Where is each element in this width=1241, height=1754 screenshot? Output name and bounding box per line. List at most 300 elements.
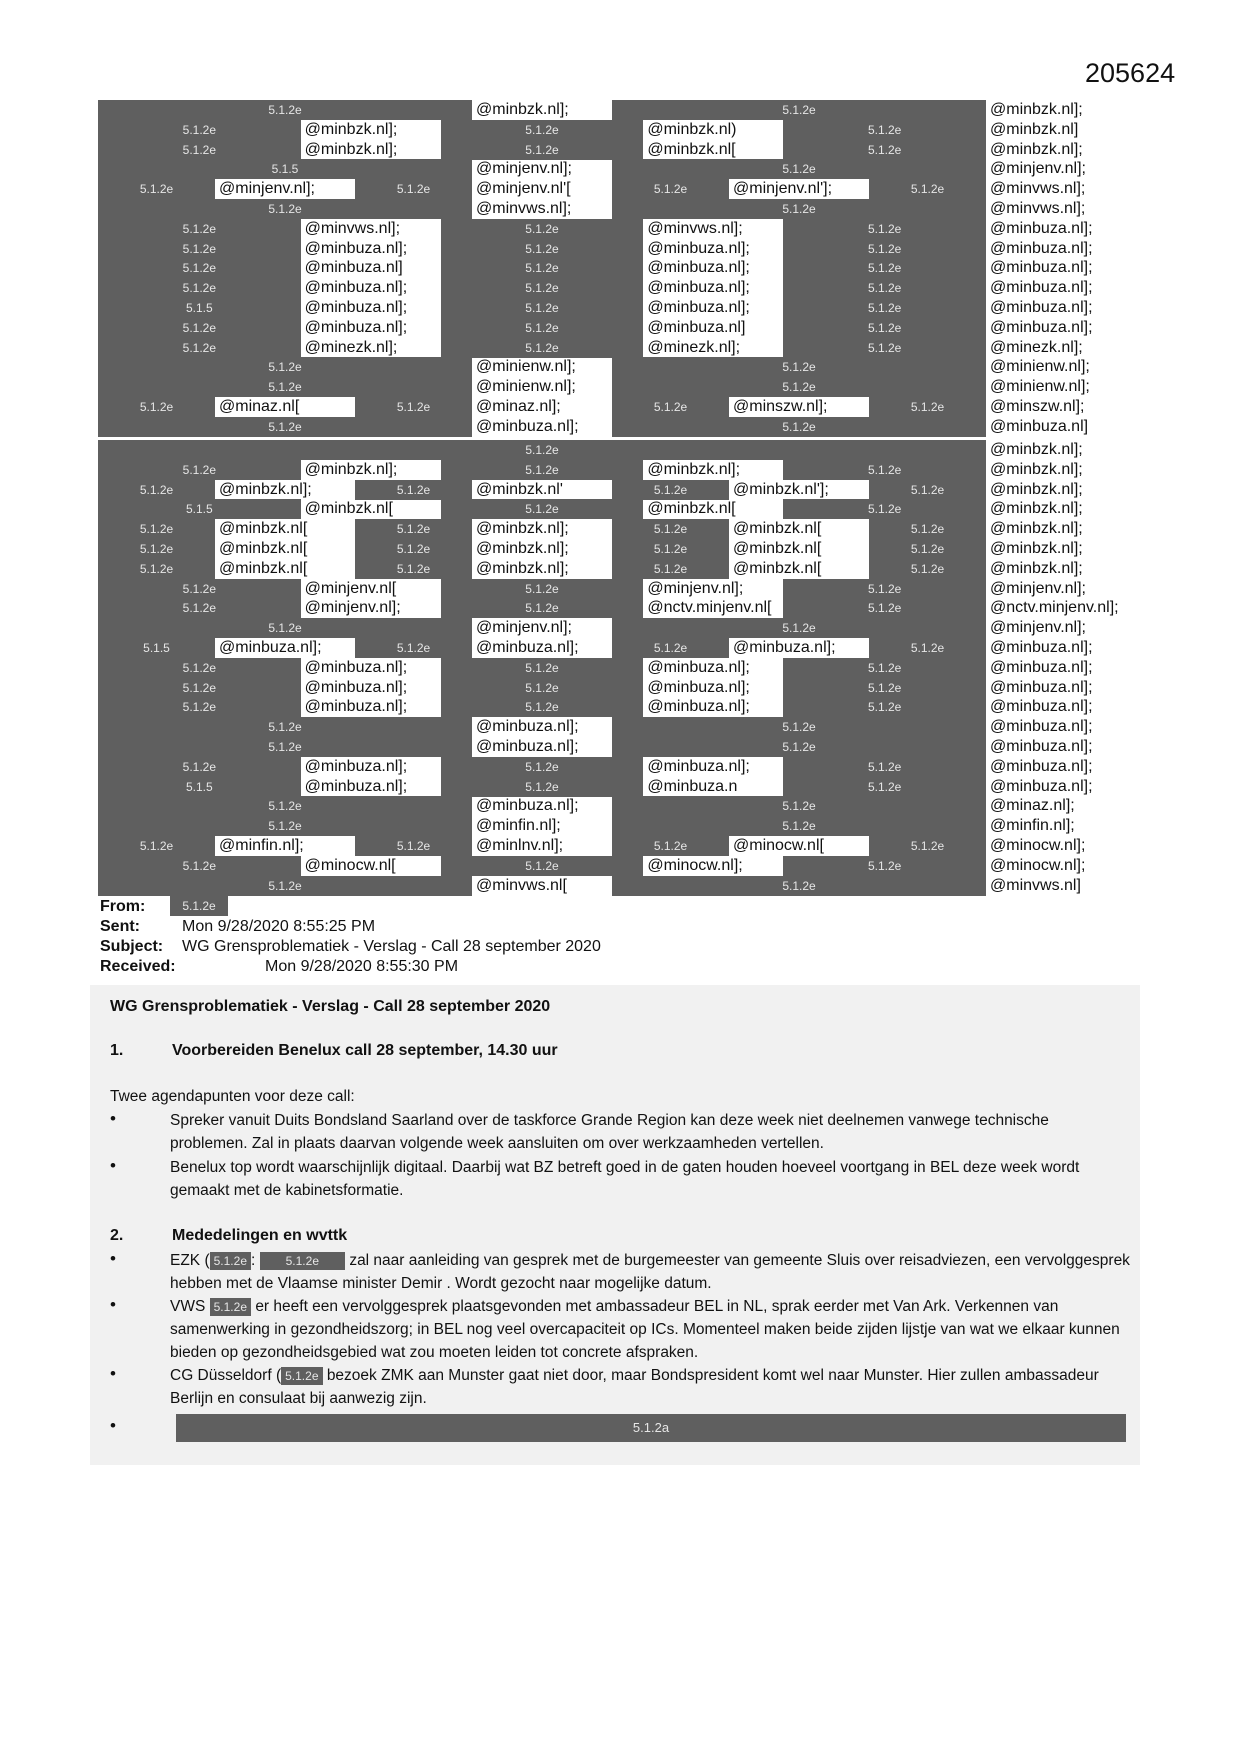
redaction: 5.1.2e: [612, 796, 986, 816]
redaction: 5.1.5: [98, 298, 301, 318]
email-address: @minaz.nl];: [476, 398, 561, 415]
email-address: @minbuza.nl];: [990, 678, 1093, 696]
subject-value: WG Grensproblematiek - Verslag - Call 28 september 2020: [182, 938, 601, 955]
email-address: @minbuza.nl];: [990, 757, 1093, 775]
address-row: [98, 219, 1126, 239]
address-row: [98, 638, 1126, 658]
email-address: @minbuza.nl];: [990, 318, 1093, 336]
address-row: [98, 278, 1126, 298]
address-row: [98, 717, 1126, 737]
address-row: [98, 258, 1126, 278]
address-row: [98, 678, 1126, 698]
email-address: @minbzk.nl): [647, 120, 737, 138]
redaction: 5.1.2e: [783, 678, 986, 698]
redaction: 5.1.2e: [869, 480, 986, 500]
redaction: 5.1.5: [98, 159, 472, 179]
redaction: 5.1.2e: [612, 618, 986, 638]
redaction: 5.1.2e: [783, 140, 986, 160]
bullet-dot: •: [110, 1416, 116, 1435]
address-row: [98, 318, 1126, 338]
email-address: @minbuza.nl];: [990, 219, 1093, 237]
redaction: 5.1.2e: [612, 836, 729, 856]
email-address: @minbzk.nl[: [219, 559, 308, 577]
email-address: @minbuza.nl];: [990, 658, 1093, 676]
redaction: 5.1.2e: [612, 377, 986, 397]
redaction: 5.1.2e: [869, 397, 986, 417]
redaction: 5.1.2e: [441, 460, 644, 480]
address-row: [98, 836, 1126, 856]
address-row: [98, 598, 1126, 618]
email-address: @minbuza.nl];: [304, 318, 408, 336]
address-row: [98, 199, 1126, 219]
redaction: 5.1.2e: [612, 876, 986, 896]
bullet-1-2: Benelux top wordt waarschijnlijk digitaal. Daarbij wat BZ betreft goed in de gaten houden hoeveel voortgang in BEL deze week wordt gemaakt met de kabinetsformatie.: [170, 1159, 1080, 1199]
bullet-dot: •: [110, 1109, 116, 1128]
redaction: 5.1.2e: [783, 460, 986, 480]
received-value: Mon 9/28/2020 8:55:30 PM: [265, 958, 459, 975]
redaction: 5.1.2e: [355, 559, 472, 579]
email-address: @minbzk.nl[: [647, 140, 736, 158]
section-2-number: 2.: [110, 1227, 124, 1244]
email-address: @minbzk.nl];: [304, 140, 398, 158]
redaction: 5.1.2e: [98, 338, 301, 358]
redaction: 5.1.2e: [98, 239, 301, 259]
email-address: @minbzk.nl];: [476, 559, 569, 577]
email-address: @minocw.nl];: [990, 856, 1086, 874]
redaction: 5.1.5: [98, 777, 301, 797]
redaction: 5.1.2e: [98, 816, 472, 836]
email-address: @minjenv.nl[: [304, 579, 397, 597]
redaction: 5.1.2e: [869, 539, 986, 559]
redaction: 5.1.2e: [441, 338, 644, 358]
email-address: @minbzk.nl[: [219, 520, 308, 538]
redaction: 5.1.2e: [260, 1252, 345, 1270]
email-address: @minbzk.nl[: [219, 540, 308, 557]
redaction: 5.1.2e: [783, 318, 986, 338]
address-row: [98, 480, 1126, 500]
email-address: @minbuza.nl];: [304, 698, 408, 716]
email-address: @minbzk.nl];: [304, 120, 398, 138]
email-address: @minvws.nl];: [304, 219, 401, 237]
email-address: @minjenv.nl];: [476, 619, 572, 637]
bullet-1-1: Spreker vanuit Duits Bondsland Saarland over de taskforce Grande Region kan deze week niet deelnemen vanwege technische problemen. Zal in plaats daarvan volgende week aansluiten om over werkzaamheden vertellen.: [170, 1112, 1049, 1152]
redaction: 5.1.2e: [869, 519, 986, 539]
email-address: @minbzk.nl];: [476, 520, 569, 538]
email-address: @minbzk.nl];: [476, 101, 569, 118]
redaction: 5.1.2e: [98, 219, 301, 239]
redaction: 5.1.2e: [98, 357, 472, 377]
address-row: [98, 658, 1126, 678]
redaction: 5.1.2e: [441, 658, 644, 678]
redaction: 5.1.2e: [612, 397, 729, 417]
ezk-prefix: EZK (: [170, 1252, 210, 1269]
redaction: 5.1.2e: [355, 519, 472, 539]
received-label: Received:: [100, 958, 176, 975]
redaction: 5.1.2e: [98, 440, 986, 460]
email-address: @minbuza.nl];: [647, 259, 750, 277]
address-row: [98, 440, 1126, 460]
from-label: From:: [100, 898, 146, 915]
redaction: 5.1.2e: [783, 598, 986, 618]
email-address: @minbuza.nl];: [647, 678, 750, 696]
ezk-text: zal naar aanleiding van gesprek met de burgemeester van gemeente Sluis over reisadviezen, een vervolggesprek hebben met de Vlaamse minister Demir . Wordt gezocht naar mogelijke datum.: [170, 1252, 1130, 1292]
redaction: 5.1.2e: [98, 318, 301, 338]
email-address: @minezk.nl];: [647, 338, 741, 356]
document-number: 205624: [1085, 58, 1176, 88]
bullet-dot: •: [110, 1295, 116, 1314]
redaction: 5.1.2e: [783, 278, 986, 298]
redaction: 5.1.2e: [612, 357, 986, 377]
redaction: 5.1.2e: [783, 757, 986, 777]
address-row: [98, 417, 1126, 437]
address-row: [98, 100, 1126, 120]
redaction: 5.1.2e: [98, 199, 472, 219]
redaction: 5.1.2e: [98, 258, 301, 278]
address-row: [98, 140, 1126, 160]
redaction: 5.1.2e: [441, 777, 644, 797]
email-address: @minjenv.nl];: [476, 160, 572, 178]
email-address: @minocw.nl[: [304, 856, 396, 874]
redaction: 5.1.2e: [98, 519, 215, 539]
vws-text: er heeft een vervolggesprek plaatsgevonden met ambassadeur BEL in NL, sprak eerder met Van Ark. Verkennen van samenwerking in gezondheidszorg; in BEL nog veel overcapaciteit op ICs. Momenteel maken beide zijden lijstje van wat we elkaar kunnen bieden op gezondheidsgebied wat zou moeten leiden tot concrete afspraken.: [170, 1298, 1120, 1361]
email-address: @minbzk.nl[: [647, 500, 736, 518]
redaction: 5.1.2e: [98, 678, 301, 698]
redaction: 5.1.2e: [98, 579, 301, 599]
redaction: 5.1.2e: [612, 737, 986, 757]
email-address: @minjenv.nl];: [990, 160, 1086, 178]
intro-text: Twee agendapunten voor deze call:: [110, 1088, 355, 1105]
redaction: 5.1.2e: [612, 480, 729, 500]
redaction: 5.1.2e: [98, 278, 301, 298]
email-address: @minaz.nl[: [219, 398, 300, 415]
email-address: @minbuza.nl];: [304, 678, 408, 696]
redaction: 5.1.2e: [441, 678, 644, 698]
address-row: [98, 816, 1126, 836]
email-address: @minbzk.nl[: [733, 559, 822, 577]
redaction: 5.1.2e: [98, 417, 472, 437]
redaction: 5.1.2e: [612, 159, 986, 179]
email-address: @minbzk.nl];: [990, 540, 1083, 557]
email-address: @minbzk.nl': [476, 480, 563, 498]
email-address: @minbzk.nl];: [219, 480, 312, 498]
email-address: @minbzk.nl];: [990, 441, 1083, 458]
redaction: 5.1.2e: [98, 140, 301, 160]
redaction: 5.1.2e: [98, 460, 301, 480]
email-address: @minbuza.nl];: [990, 299, 1093, 316]
section-1-title: Voorbereiden Benelux call 28 september, 14.30 uur: [172, 1042, 558, 1059]
email-address: @minbuza.nl];: [647, 299, 750, 316]
email-address: @minszw.nl];: [733, 398, 828, 415]
email-address: @minbzk.nl];: [990, 559, 1083, 577]
redaction: 5.1.2e: [441, 757, 644, 777]
email-address: @minbuza.nl];: [647, 658, 750, 676]
email-address: @minbuza.nl];: [647, 698, 750, 716]
redaction: 5.1.2e: [783, 239, 986, 259]
cg-text: bezoek ZMK aan Munster gaat niet door, maar Bondspresident komt wel naar Munster. Hier zullen ambassadeur Berlijn en consulaat bij aanwezig zijn.: [170, 1367, 1099, 1407]
redaction: 5.1.2e: [355, 638, 472, 658]
redaction: 5.1.2e: [98, 480, 215, 500]
redaction: 5.1.2e: [98, 559, 215, 579]
redaction: 5.1.2e: [210, 1298, 251, 1316]
redaction: 5.1.2e: [98, 836, 215, 856]
address-row: [98, 519, 1126, 539]
redaction: 5.1.2e: [441, 239, 644, 259]
redaction: 5.1.5: [98, 499, 301, 519]
redaction: 5.1.2e: [612, 717, 986, 737]
email-address: @minezk.nl];: [990, 338, 1083, 356]
redaction: 5.1.2e: [98, 120, 301, 140]
vws-prefix: VWS: [170, 1298, 206, 1315]
email-address: @minbzk.nl];: [990, 140, 1083, 158]
email-address: @minbuza.nl];: [647, 239, 750, 257]
redaction: 5.1.2e: [98, 717, 472, 737]
redaction: 5.1.2e: [612, 539, 729, 559]
email-address: @minbuza.nl];: [476, 738, 579, 755]
redaction: 5.1.2e: [612, 519, 729, 539]
email-address: @minvws.nl[: [476, 876, 567, 894]
redaction: 5.1.2e: [441, 856, 644, 876]
address-row: [98, 579, 1126, 599]
email-address: @minbuza.nl];: [304, 757, 408, 775]
redaction: 5.1.2e: [612, 816, 986, 836]
redaction: 5.1.2e: [783, 219, 986, 239]
redaction: 5.1.2e: [783, 777, 986, 797]
email-address: @minjenv.nl];: [304, 599, 401, 617]
redaction: 5.1.2e: [441, 579, 644, 599]
email-address: @minbuza.nl];: [476, 718, 579, 736]
redaction: 5.1.2e: [210, 1252, 251, 1270]
redaction: 5.1.2e: [98, 876, 472, 896]
address-row: [98, 397, 1126, 417]
email-address: @minbuza.nl];: [990, 698, 1093, 716]
email-address: @minbuza.nl];: [219, 639, 322, 656]
redaction: 5.1.2e: [783, 298, 986, 318]
email-address: @minbuza.nl];: [990, 279, 1093, 297]
address-row: [98, 377, 1126, 397]
redaction: 5.1.2e: [612, 559, 729, 579]
email-address: @minbuza.nl]: [647, 318, 746, 336]
redaction: 5.1.2e: [783, 499, 986, 519]
email-address: @minbuza.n: [647, 777, 738, 795]
email-address: @minienw.nl];: [476, 378, 576, 396]
email-address: @minbzk.nl];: [476, 540, 569, 557]
email-address: @minbuza.nl];: [990, 259, 1093, 277]
address-row: [98, 179, 1126, 199]
bullet-2-3: [170, 1364, 1130, 1410]
email-address: @minfin.nl];: [219, 837, 304, 854]
address-row: [98, 159, 1126, 179]
redaction: 5.1.2e: [783, 856, 986, 876]
bullet-dot: •: [110, 1156, 116, 1175]
email-address: @minbuza.nl];: [990, 777, 1093, 795]
address-row: [98, 239, 1126, 259]
address-row: [98, 757, 1126, 777]
address-row: [98, 460, 1126, 480]
address-row: [98, 796, 1126, 816]
sent-label: Sent:: [100, 918, 140, 935]
redaction: 5.1.2e: [783, 258, 986, 278]
email-address: @minbuza.nl];: [304, 239, 408, 257]
redaction: 5.1.2e: [869, 559, 986, 579]
email-address: @minvws.nl]: [990, 876, 1081, 894]
address-row: [98, 737, 1126, 757]
email-address: @minbzk.nl[: [733, 520, 822, 538]
address-row: [98, 499, 1126, 519]
address-row: [98, 856, 1126, 876]
address-row: [98, 357, 1126, 377]
email-address: @minbuza.nl];: [304, 658, 408, 676]
email-address: @minbuza.nl];: [990, 639, 1093, 656]
address-row: [98, 697, 1126, 717]
redaction: 5.1.2e: [869, 179, 986, 199]
email-address: @minjenv.nl];: [647, 579, 744, 597]
email-address: @minienw.nl];: [476, 358, 576, 376]
subject-label: Subject:: [100, 938, 164, 955]
redaction: 5.1.2e: [783, 338, 986, 358]
email-address: @minbuza.nl];: [476, 797, 579, 815]
email-address: @minbuza.nl];: [990, 239, 1093, 257]
section-1-number: 1.: [110, 1042, 124, 1059]
redaction: 5.1.2e: [612, 417, 986, 437]
email-address: @minezk.nl];: [304, 338, 398, 356]
email-address: @minjenv.nl'[: [476, 180, 571, 198]
email-address: @minbzk.nl];: [990, 480, 1083, 498]
email-address: @minbuza.nl];: [304, 279, 408, 297]
redaction: 5.1.2e: [869, 638, 986, 658]
redaction: 5.1.2e: [355, 179, 472, 199]
redaction: 5.1.2e: [612, 100, 986, 120]
redaction: 5.1.2e: [783, 120, 986, 140]
email-address: @minbzk.nl]: [990, 120, 1079, 138]
redaction: 5.1.2e: [783, 697, 986, 717]
email-address: @minocw.nl[: [733, 837, 824, 854]
redaction: 5.1.2e: [98, 179, 215, 199]
bullet-dot: •: [110, 1249, 116, 1268]
redaction: 5.1.2e: [98, 618, 472, 638]
redaction: 5.1.2e: [98, 100, 472, 120]
email-address: @minbuza.nl];: [304, 299, 408, 316]
redaction: 5.1.2e: [612, 179, 729, 199]
redaction: 5.1.2e: [98, 856, 301, 876]
email-address: @minvws.nl];: [990, 200, 1086, 217]
redaction: 5.1.2e: [441, 120, 644, 140]
email-address: @minbuza.nl]: [990, 417, 1089, 435]
email-address: @minbzk.nl[: [733, 540, 822, 557]
redaction: 5.1.2e: [98, 796, 472, 816]
redaction: 5.1.2e: [869, 836, 986, 856]
email-address: @minbuza.nl];: [647, 279, 750, 297]
redaction: 5.1.2e: [441, 219, 644, 239]
address-row: [98, 876, 1126, 896]
email-address: @minocw.nl];: [647, 856, 743, 874]
redaction: 5.1.2e: [783, 658, 986, 678]
email-address: @minaz.nl];: [990, 797, 1075, 815]
email-address: @minbzk.nl[: [304, 500, 393, 518]
redaction: 5.1.2e: [441, 697, 644, 717]
email-address: @minjenv.nl];: [990, 619, 1086, 637]
section-2-title: Mededelingen en wvttk: [172, 1227, 348, 1244]
address-row: [98, 618, 1126, 638]
email-address: @nctv.minjenv.nl[: [647, 599, 772, 617]
sent-value: Mon 9/28/2020 8:55:25 PM: [182, 918, 376, 935]
email-address: @minbuza.nl];: [304, 777, 408, 795]
email-address: @minvws.nl];: [990, 180, 1086, 198]
redaction: 5.1.2e: [355, 539, 472, 559]
email-address: @minbzk.nl];: [304, 460, 398, 478]
email-address: @minbuza.nl];: [476, 639, 579, 656]
email-address: @minfin.nl];: [990, 817, 1075, 835]
email-address: @minbzk.nl];: [990, 520, 1083, 538]
redaction-wide: 5.1.2a: [176, 1414, 1126, 1442]
email-address: @minbuza.nl];: [990, 738, 1093, 755]
redaction: 5.1.2e: [441, 140, 644, 160]
address-row: [98, 120, 1126, 140]
redaction: 5.1.2e: [98, 397, 215, 417]
redaction: 5.1.2e: [98, 737, 472, 757]
email-address: @minfin.nl];: [476, 817, 561, 835]
bullet-2-1: [170, 1249, 1130, 1295]
email-address: @minbzk.nl];: [990, 500, 1083, 518]
email-address: @minbuza.nl];: [647, 757, 750, 775]
redaction: 5.1.2e: [441, 499, 644, 519]
body-title: WG Grensproblematiek - Verslag - Call 28 september 2020: [110, 998, 551, 1015]
redaction: 5.1.2e: [441, 298, 644, 318]
bullet-dot: •: [110, 1364, 116, 1383]
redaction: 5.1.2e: [355, 836, 472, 856]
address-row: [98, 338, 1126, 358]
redaction: 5.1.2e: [281, 1367, 322, 1385]
redaction: 5.1.2e: [441, 318, 644, 338]
redaction: 5.1.2e: [783, 579, 986, 599]
bullet-2-2: [170, 1295, 1130, 1364]
redaction: 5.1.2e: [98, 658, 301, 678]
redaction: 5.1.2e: [441, 598, 644, 618]
email-address: @minjenv.nl'];: [733, 180, 833, 198]
email-address: @minszw.nl];: [990, 398, 1085, 415]
redaction: 5.1.2e: [441, 278, 644, 298]
redaction: 5.1.2e: [612, 199, 986, 219]
email-address: @nctv.minjenv.nl];: [990, 599, 1119, 617]
email-address: @minienw.nl];: [990, 358, 1090, 376]
redaction: 5.1.2e: [612, 638, 729, 658]
email-address: @minbuza.nl]: [304, 259, 403, 277]
ezk-colon: :: [251, 1252, 256, 1269]
email-address: @minjenv.nl];: [219, 180, 315, 198]
email-address: @minlnv.nl];: [476, 837, 564, 854]
address-row: [98, 559, 1126, 579]
redaction: 5.1.2e: [98, 598, 301, 618]
email-address: @minbuza.nl];: [733, 639, 836, 656]
redaction: 5.1.2e: [98, 757, 301, 777]
email-address: @minvws.nl];: [476, 200, 572, 217]
email-address: @minbzk.nl];: [990, 460, 1083, 478]
redaction: 5.1.5: [98, 638, 215, 658]
address-row: [98, 539, 1126, 559]
email-address: @minbuza.nl];: [476, 417, 579, 435]
email-address: @minbzk.nl'];: [733, 480, 829, 498]
from-redaction: 5.1.2e: [170, 896, 228, 916]
redaction: 5.1.2e: [98, 697, 301, 717]
redaction: 5.1.2e: [441, 258, 644, 278]
redaction: 5.1.2e: [355, 397, 472, 417]
redaction: 5.1.2e: [98, 377, 472, 397]
address-row: [98, 777, 1126, 797]
email-address: @minbzk.nl];: [990, 101, 1083, 118]
cg-prefix: CG Düsseldorf (: [170, 1367, 282, 1384]
email-address: @minvws.nl];: [647, 219, 743, 237]
email-address: @minienw.nl];: [990, 378, 1090, 396]
email-address: @minbzk.nl];: [647, 460, 741, 478]
